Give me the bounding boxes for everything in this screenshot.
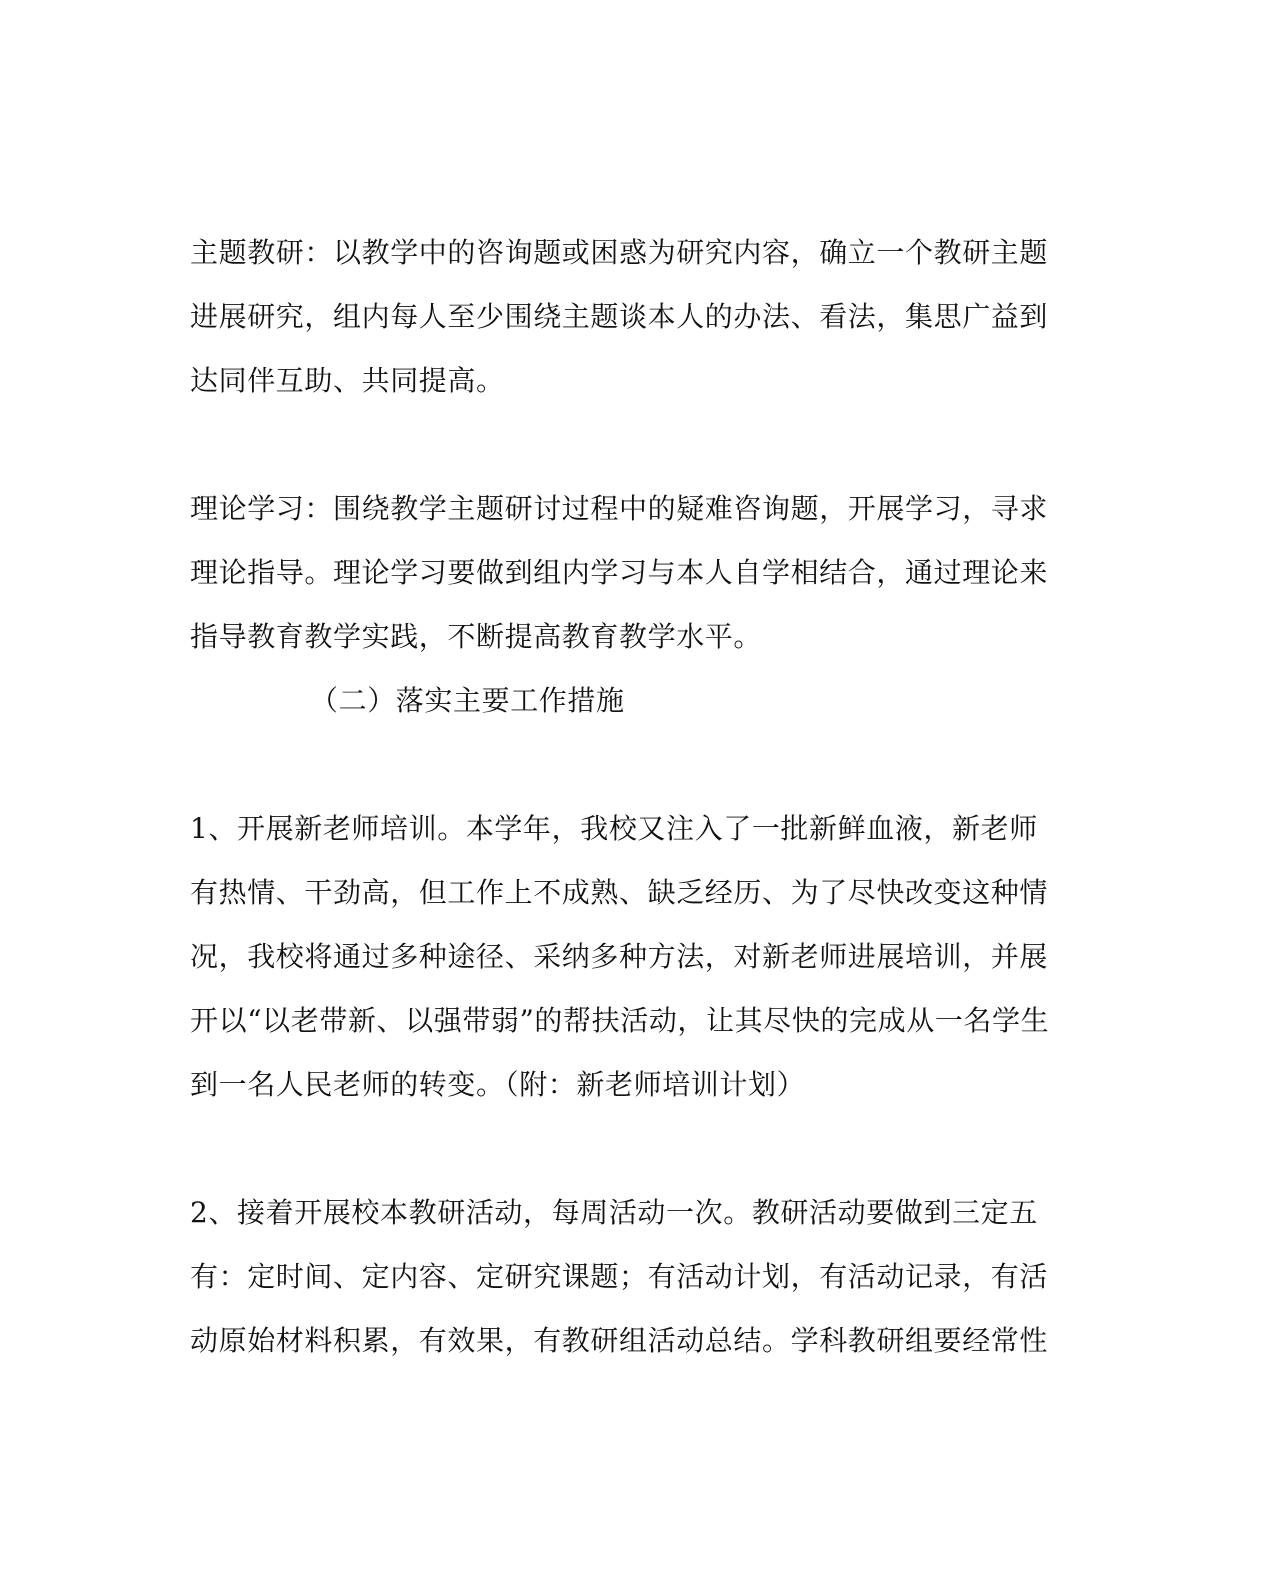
paragraph-item-2-line-3: 动原始材料积累，有效果，有教研组活动总结。学科教研组要经常性: [190, 1324, 1049, 1357]
paragraph-item-1-line-3: 况，我校将通过多种途径、采纳多种方法，对新老师进展培训，并展: [190, 940, 1049, 973]
paragraph-theme-research-line-2: 进展研究，组内每人至少围绕主题谈本人的办法、看法，集思广益到: [190, 300, 1049, 333]
paragraph-item-1-line-1: 1、开展新老师培训。本学年，我校又注入了一批新鲜血液，新老师: [190, 812, 1038, 845]
paragraph-theory-study-line-2: 理论指导。理论学习要做到组内学习与本人自学相结合，通过理论来: [190, 556, 1049, 589]
paragraph-item-1-line-4: 开以“以老带新、以强带弱”的帮扶活动，让其尽快的完成从一名学生: [190, 1004, 1050, 1037]
paragraph-item-1-line-2: 有热情、干劲高，但工作上不成熟、缺乏经历、为了尽快改变这种情: [190, 876, 1049, 909]
paragraph-item-2-line-2: 有：定时间、定内容、定研究课题；有活动计划，有活动记录，有活: [190, 1260, 1049, 1293]
paragraph-theme-research-line-3: 达同伴互助、共同提高。: [190, 364, 505, 397]
paragraph-theme-research-line-1: 主题教研：以教学中的咨询题或困惑为研究内容，确立一个教研主题: [190, 236, 1049, 269]
paragraph-theory-study-line-1: 理论学习：围绕教学主题研讨过程中的疑难咨询题，开展学习，寻求: [190, 492, 1049, 525]
paragraph-theory-study-line-3: 指导教育教学实践，不断提高教育教学水平。: [190, 620, 763, 653]
paragraph-item-1-line-5: 到一名人民老师的转变。（附：新老师培训计划）: [190, 1068, 806, 1101]
paragraph-item-2-line-1: 2、接着开展校本教研活动，每周活动一次。教研活动要做到三定五: [190, 1196, 1038, 1229]
section-heading-measures: （二）落实主要工作措施: [310, 684, 625, 717]
